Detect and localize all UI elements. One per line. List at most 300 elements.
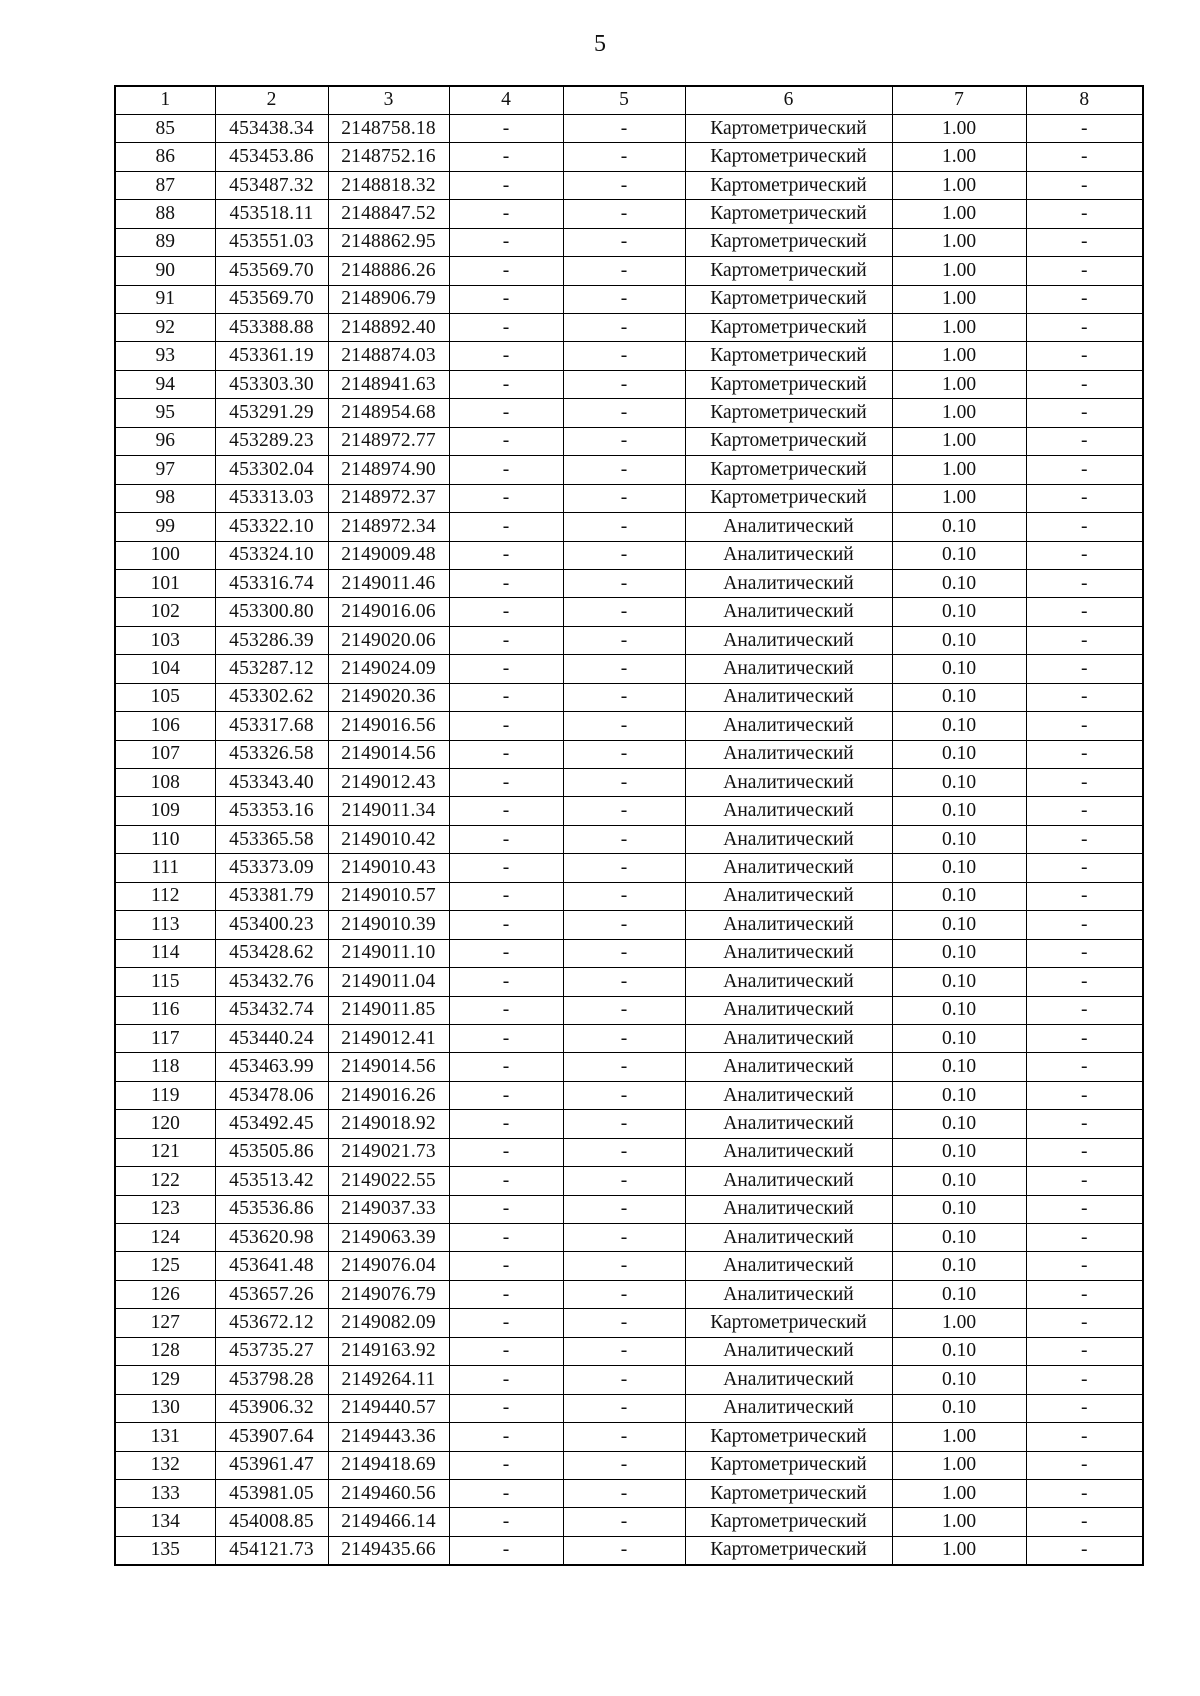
point-number-cell: 92 [115, 314, 215, 342]
point-number-cell: 94 [115, 370, 215, 398]
y-coordinate-cell: 2149460.56 [328, 1479, 449, 1507]
column-4-cell: - [449, 1536, 563, 1564]
accuracy-cell: 0.10 [892, 1110, 1026, 1138]
x-coordinate-cell: 454008.85 [215, 1508, 328, 1536]
column-5-cell: - [563, 825, 685, 853]
column-8-cell: - [1026, 1394, 1143, 1422]
column-8-cell: - [1026, 1138, 1143, 1166]
column-4-cell: - [449, 314, 563, 342]
method-cell: Картометрический [685, 171, 892, 199]
y-coordinate-cell: 2148874.03 [328, 342, 449, 370]
point-number-cell: 115 [115, 968, 215, 996]
accuracy-cell: 1.00 [892, 399, 1026, 427]
point-number-cell: 123 [115, 1195, 215, 1223]
column-4-cell: - [449, 1423, 563, 1451]
y-coordinate-cell: 2149018.92 [328, 1110, 449, 1138]
column-4-cell: - [449, 513, 563, 541]
y-coordinate-cell: 2149012.41 [328, 1024, 449, 1052]
column-4-cell: - [449, 171, 563, 199]
column-4-cell: - [449, 1479, 563, 1507]
column-5-cell: - [563, 513, 685, 541]
column-4-cell: - [449, 399, 563, 427]
y-coordinate-cell: 2148847.52 [328, 200, 449, 228]
accuracy-cell: 0.10 [892, 911, 1026, 939]
column-8-cell: - [1026, 257, 1143, 285]
x-coordinate-cell: 454121.73 [215, 1536, 328, 1564]
column-5-cell: - [563, 1280, 685, 1308]
accuracy-cell: 1.00 [892, 484, 1026, 512]
point-number-cell: 96 [115, 427, 215, 455]
column-8-cell: - [1026, 911, 1143, 939]
x-coordinate-cell: 453428.62 [215, 939, 328, 967]
method-cell: Аналитический [685, 1366, 892, 1394]
table-row [115, 797, 1143, 825]
method-cell: Картометрический [685, 1508, 892, 1536]
table-row [115, 228, 1143, 256]
accuracy-cell: 0.10 [892, 939, 1026, 967]
table-row [115, 1167, 1143, 1195]
point-number-cell: 132 [115, 1451, 215, 1479]
column-5-cell: - [563, 1167, 685, 1195]
table-row [115, 171, 1143, 199]
table-row [115, 399, 1143, 427]
column-4-cell: - [449, 1024, 563, 1052]
accuracy-cell: 1.00 [892, 456, 1026, 484]
method-cell: Картометрический [685, 285, 892, 313]
method-cell: Аналитический [685, 825, 892, 853]
column-4-cell: - [449, 370, 563, 398]
column-8-cell: - [1026, 228, 1143, 256]
x-coordinate-cell: 453322.10 [215, 513, 328, 541]
method-cell: Аналитический [685, 626, 892, 654]
column-4-cell: - [449, 541, 563, 569]
table-row [115, 1366, 1143, 1394]
method-cell: Аналитический [685, 740, 892, 768]
table-row [115, 370, 1143, 398]
column-8-cell: - [1026, 1024, 1143, 1052]
column-4-cell: - [449, 1081, 563, 1109]
column-5-cell: - [563, 314, 685, 342]
table-row [115, 1053, 1143, 1081]
column-5-cell: - [563, 968, 685, 996]
y-coordinate-cell: 2149435.66 [328, 1536, 449, 1564]
accuracy-cell: 0.10 [892, 1195, 1026, 1223]
column-4-cell: - [449, 1053, 563, 1081]
point-number-cell: 117 [115, 1024, 215, 1052]
column-5-cell: - [563, 769, 685, 797]
method-cell: Аналитический [685, 1224, 892, 1252]
table-row [115, 911, 1143, 939]
accuracy-cell: 0.10 [892, 1053, 1026, 1081]
column-4-cell: - [449, 200, 563, 228]
x-coordinate-cell: 453287.12 [215, 655, 328, 683]
y-coordinate-cell: 2149014.56 [328, 740, 449, 768]
y-coordinate-cell: 2148972.34 [328, 513, 449, 541]
column-8-cell: - [1026, 1508, 1143, 1536]
column-header-1: 1 [115, 86, 215, 114]
column-5-cell: - [563, 939, 685, 967]
y-coordinate-cell: 2148886.26 [328, 257, 449, 285]
point-number-cell: 95 [115, 399, 215, 427]
point-number-cell: 99 [115, 513, 215, 541]
column-8-cell: - [1026, 1280, 1143, 1308]
column-8-cell: - [1026, 939, 1143, 967]
accuracy-cell: 0.10 [892, 1081, 1026, 1109]
column-8-cell: - [1026, 797, 1143, 825]
accuracy-cell: 1.00 [892, 200, 1026, 228]
x-coordinate-cell: 453569.70 [215, 257, 328, 285]
x-coordinate-cell: 453432.76 [215, 968, 328, 996]
accuracy-cell: 0.10 [892, 1224, 1026, 1252]
accuracy-cell: 1.00 [892, 285, 1026, 313]
table-row [115, 342, 1143, 370]
accuracy-cell: 0.10 [892, 1138, 1026, 1166]
column-5-cell: - [563, 484, 685, 512]
column-4-cell: - [449, 1110, 563, 1138]
y-coordinate-cell: 2149014.56 [328, 1053, 449, 1081]
point-number-cell: 124 [115, 1224, 215, 1252]
point-number-cell: 91 [115, 285, 215, 313]
accuracy-cell: 0.10 [892, 996, 1026, 1024]
method-cell: Картометрический [685, 1309, 892, 1337]
method-cell: Аналитический [685, 1337, 892, 1365]
column-5-cell: - [563, 1394, 685, 1422]
x-coordinate-cell: 453432.74 [215, 996, 328, 1024]
column-5-cell: - [563, 1508, 685, 1536]
column-4-cell: - [449, 769, 563, 797]
column-5-cell: - [563, 399, 685, 427]
y-coordinate-cell: 2149163.92 [328, 1337, 449, 1365]
column-8-cell: - [1026, 968, 1143, 996]
table-row [115, 1451, 1143, 1479]
table-row [115, 740, 1143, 768]
column-8-cell: - [1026, 1337, 1143, 1365]
x-coordinate-cell: 453463.99 [215, 1053, 328, 1081]
x-coordinate-cell: 453672.12 [215, 1309, 328, 1337]
column-8-cell: - [1026, 740, 1143, 768]
column-5-cell: - [563, 427, 685, 455]
y-coordinate-cell: 2149011.34 [328, 797, 449, 825]
method-cell: Аналитический [685, 541, 892, 569]
table-row [115, 655, 1143, 683]
method-cell: Аналитический [685, 769, 892, 797]
column-4-cell: - [449, 569, 563, 597]
accuracy-cell: 1.00 [892, 314, 1026, 342]
point-number-cell: 93 [115, 342, 215, 370]
column-8-cell: - [1026, 655, 1143, 683]
column-8-cell: - [1026, 1451, 1143, 1479]
column-4-cell: - [449, 1252, 563, 1280]
column-header-6: 6 [685, 86, 892, 114]
point-number-cell: 114 [115, 939, 215, 967]
column-5-cell: - [563, 1252, 685, 1280]
column-8-cell: - [1026, 427, 1143, 455]
column-5-cell: - [563, 1138, 685, 1166]
y-coordinate-cell: 2149011.46 [328, 569, 449, 597]
column-4-cell: - [449, 598, 563, 626]
column-8-cell: - [1026, 1423, 1143, 1451]
column-4-cell: - [449, 854, 563, 882]
coordinates-table [114, 85, 1144, 1566]
column-8-cell: - [1026, 626, 1143, 654]
column-5-cell: - [563, 569, 685, 597]
column-8-cell: - [1026, 1195, 1143, 1223]
column-4-cell: - [449, 968, 563, 996]
point-number-cell: 127 [115, 1309, 215, 1337]
y-coordinate-cell: 2149443.36 [328, 1423, 449, 1451]
column-5-cell: - [563, 1366, 685, 1394]
column-8-cell: - [1026, 598, 1143, 626]
y-coordinate-cell: 2148972.37 [328, 484, 449, 512]
method-cell: Картометрический [685, 484, 892, 512]
method-cell: Аналитический [685, 569, 892, 597]
table-row [115, 854, 1143, 882]
column-4-cell: - [449, 1138, 563, 1166]
column-4-cell: - [449, 1309, 563, 1337]
y-coordinate-cell: 2149264.11 [328, 1366, 449, 1394]
method-cell: Аналитический [685, 911, 892, 939]
table-row [115, 1081, 1143, 1109]
x-coordinate-cell: 453400.23 [215, 911, 328, 939]
table-header-row [115, 86, 1143, 114]
point-number-cell: 133 [115, 1479, 215, 1507]
method-cell: Аналитический [685, 598, 892, 626]
column-8-cell: - [1026, 712, 1143, 740]
accuracy-cell: 0.10 [892, 569, 1026, 597]
column-8-cell: - [1026, 1252, 1143, 1280]
table-row [115, 825, 1143, 853]
column-5-cell: - [563, 1224, 685, 1252]
y-coordinate-cell: 2149082.09 [328, 1309, 449, 1337]
table-row [115, 285, 1143, 313]
x-coordinate-cell: 453906.32 [215, 1394, 328, 1422]
column-8-cell: - [1026, 285, 1143, 313]
method-cell: Аналитический [685, 1053, 892, 1081]
column-header-4: 4 [449, 86, 563, 114]
method-cell: Картометрический [685, 1479, 892, 1507]
x-coordinate-cell: 453438.34 [215, 114, 328, 142]
column-8-cell: - [1026, 1053, 1143, 1081]
column-4-cell: - [449, 882, 563, 910]
column-8-cell: - [1026, 996, 1143, 1024]
x-coordinate-cell: 453513.42 [215, 1167, 328, 1195]
column-8-cell: - [1026, 1110, 1143, 1138]
accuracy-cell: 0.10 [892, 740, 1026, 768]
x-coordinate-cell: 453657.26 [215, 1280, 328, 1308]
column-4-cell: - [449, 484, 563, 512]
point-number-cell: 110 [115, 825, 215, 853]
column-8-cell: - [1026, 854, 1143, 882]
accuracy-cell: 0.10 [892, 854, 1026, 882]
y-coordinate-cell: 2148758.18 [328, 114, 449, 142]
accuracy-cell: 1.00 [892, 1423, 1026, 1451]
accuracy-cell: 0.10 [892, 1167, 1026, 1195]
table-row [115, 1394, 1143, 1422]
method-cell: Картометрический [685, 1536, 892, 1564]
point-number-cell: 134 [115, 1508, 215, 1536]
y-coordinate-cell: 2149063.39 [328, 1224, 449, 1252]
accuracy-cell: 1.00 [892, 257, 1026, 285]
method-cell: Картометрический [685, 143, 892, 171]
column-4-cell: - [449, 114, 563, 142]
column-4-cell: - [449, 1394, 563, 1422]
column-5-cell: - [563, 598, 685, 626]
column-4-cell: - [449, 655, 563, 683]
column-4-cell: - [449, 797, 563, 825]
point-number-cell: 87 [115, 171, 215, 199]
method-cell: Аналитический [685, 996, 892, 1024]
column-5-cell: - [563, 171, 685, 199]
column-5-cell: - [563, 626, 685, 654]
method-cell: Аналитический [685, 513, 892, 541]
method-cell: Картометрический [685, 370, 892, 398]
method-cell: Аналитический [685, 797, 892, 825]
column-4-cell: - [449, 1337, 563, 1365]
y-coordinate-cell: 2149011.04 [328, 968, 449, 996]
method-cell: Картометрический [685, 200, 892, 228]
y-coordinate-cell: 2149011.10 [328, 939, 449, 967]
table-row [115, 456, 1143, 484]
point-number-cell: 120 [115, 1110, 215, 1138]
method-cell: Аналитический [685, 1394, 892, 1422]
point-number-cell: 108 [115, 769, 215, 797]
column-8-cell: - [1026, 769, 1143, 797]
x-coordinate-cell: 453907.64 [215, 1423, 328, 1451]
method-cell: Аналитический [685, 1252, 892, 1280]
column-4-cell: - [449, 1508, 563, 1536]
x-coordinate-cell: 453343.40 [215, 769, 328, 797]
point-number-cell: 128 [115, 1337, 215, 1365]
accuracy-cell: 0.10 [892, 968, 1026, 996]
y-coordinate-cell: 2149024.09 [328, 655, 449, 683]
x-coordinate-cell: 453286.39 [215, 626, 328, 654]
table-row [115, 1252, 1143, 1280]
y-coordinate-cell: 2148906.79 [328, 285, 449, 313]
table-row [115, 143, 1143, 171]
accuracy-cell: 0.10 [892, 882, 1026, 910]
column-5-cell: - [563, 1053, 685, 1081]
column-4-cell: - [449, 911, 563, 939]
column-5-cell: - [563, 143, 685, 171]
column-4-cell: - [449, 825, 563, 853]
accuracy-cell: 0.10 [892, 626, 1026, 654]
y-coordinate-cell: 2149010.42 [328, 825, 449, 853]
point-number-cell: 85 [115, 114, 215, 142]
x-coordinate-cell: 453373.09 [215, 854, 328, 882]
column-8-cell: - [1026, 370, 1143, 398]
x-coordinate-cell: 453798.28 [215, 1366, 328, 1394]
column-8-cell: - [1026, 1366, 1143, 1394]
column-header-3: 3 [328, 86, 449, 114]
point-number-cell: 126 [115, 1280, 215, 1308]
column-4-cell: - [449, 683, 563, 711]
point-number-cell: 90 [115, 257, 215, 285]
x-coordinate-cell: 453361.19 [215, 342, 328, 370]
x-coordinate-cell: 453518.11 [215, 200, 328, 228]
method-cell: Аналитический [685, 655, 892, 683]
point-number-cell: 122 [115, 1167, 215, 1195]
column-8-cell: - [1026, 513, 1143, 541]
y-coordinate-cell: 2149016.06 [328, 598, 449, 626]
y-coordinate-cell: 2148862.95 [328, 228, 449, 256]
x-coordinate-cell: 453735.27 [215, 1337, 328, 1365]
column-5-cell: - [563, 257, 685, 285]
table-row [115, 968, 1143, 996]
accuracy-cell: 1.00 [892, 228, 1026, 256]
point-number-cell: 118 [115, 1053, 215, 1081]
x-coordinate-cell: 453326.58 [215, 740, 328, 768]
y-coordinate-cell: 2148892.40 [328, 314, 449, 342]
accuracy-cell: 1.00 [892, 427, 1026, 455]
method-cell: Аналитический [685, 854, 892, 882]
column-4-cell: - [449, 1366, 563, 1394]
table-row [115, 1224, 1143, 1252]
point-number-cell: 130 [115, 1394, 215, 1422]
table-body [115, 114, 1143, 1564]
accuracy-cell: 0.10 [892, 797, 1026, 825]
y-coordinate-cell: 2149016.26 [328, 1081, 449, 1109]
x-coordinate-cell: 453381.79 [215, 882, 328, 910]
point-number-cell: 135 [115, 1536, 215, 1564]
table-row [115, 541, 1143, 569]
column-5-cell: - [563, 1337, 685, 1365]
point-number-cell: 89 [115, 228, 215, 256]
x-coordinate-cell: 453324.10 [215, 541, 328, 569]
column-5-cell: - [563, 456, 685, 484]
column-8-cell: - [1026, 1167, 1143, 1195]
x-coordinate-cell: 453316.74 [215, 569, 328, 597]
method-cell: Картометрический [685, 456, 892, 484]
y-coordinate-cell: 2148941.63 [328, 370, 449, 398]
table-row [115, 712, 1143, 740]
table-row [115, 939, 1143, 967]
column-5-cell: - [563, 740, 685, 768]
column-5-cell: - [563, 683, 685, 711]
y-coordinate-cell: 2149021.73 [328, 1138, 449, 1166]
point-number-cell: 104 [115, 655, 215, 683]
accuracy-cell: 0.10 [892, 541, 1026, 569]
method-cell: Аналитический [685, 1195, 892, 1223]
accuracy-cell: 0.10 [892, 712, 1026, 740]
table-row [115, 769, 1143, 797]
point-number-cell: 129 [115, 1366, 215, 1394]
column-8-cell: - [1026, 825, 1143, 853]
x-coordinate-cell: 453487.32 [215, 171, 328, 199]
table-row [115, 484, 1143, 512]
x-coordinate-cell: 453961.47 [215, 1451, 328, 1479]
accuracy-cell: 1.00 [892, 1451, 1026, 1479]
accuracy-cell: 1.00 [892, 1309, 1026, 1337]
method-cell: Картометрический [685, 314, 892, 342]
column-5-cell: - [563, 797, 685, 825]
column-8-cell: - [1026, 1309, 1143, 1337]
column-5-cell: - [563, 1024, 685, 1052]
table-row [115, 1024, 1143, 1052]
table-row [115, 1337, 1143, 1365]
column-5-cell: - [563, 1081, 685, 1109]
x-coordinate-cell: 453551.03 [215, 228, 328, 256]
point-number-cell: 105 [115, 683, 215, 711]
column-5-cell: - [563, 200, 685, 228]
x-coordinate-cell: 453440.24 [215, 1024, 328, 1052]
method-cell: Аналитический [685, 683, 892, 711]
y-coordinate-cell: 2149076.04 [328, 1252, 449, 1280]
x-coordinate-cell: 453569.70 [215, 285, 328, 313]
table-row [115, 1536, 1143, 1564]
x-coordinate-cell: 453505.86 [215, 1138, 328, 1166]
method-cell: Картометрический [685, 1451, 892, 1479]
column-4-cell: - [449, 427, 563, 455]
